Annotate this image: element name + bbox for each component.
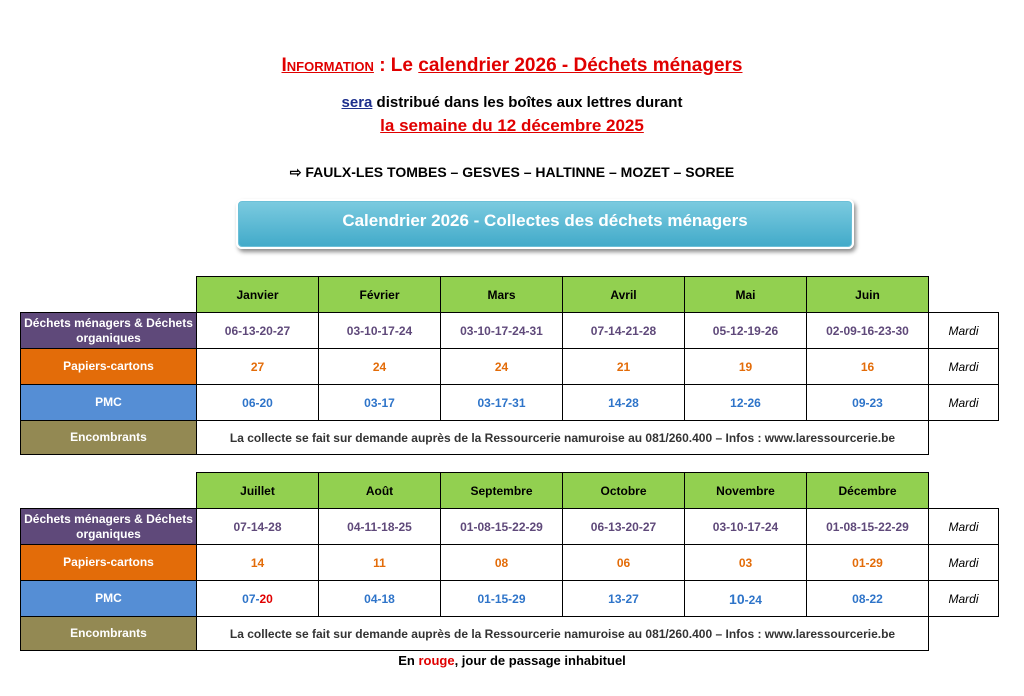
category-papiers: Papiers-cartons: [21, 545, 197, 581]
note-rouge: rouge: [418, 653, 455, 668]
weekday-label: Mardi: [929, 313, 999, 349]
distribution-week: la semaine du 12 décembre 2025: [380, 116, 644, 135]
pmc-date: 01-15-29: [441, 581, 563, 617]
category-pmc: PMC: [21, 385, 197, 421]
pmc-date: 03-17-31: [441, 385, 563, 421]
weekday-label: Mardi: [929, 581, 999, 617]
papiers-date: 11: [319, 545, 441, 581]
calendar-table-second-half: [20, 472, 999, 651]
row-pmc: [21, 581, 999, 617]
pmc-date: [685, 581, 807, 617]
calendar-label: calendrier 2026 - Déchets ménagers: [418, 55, 743, 76]
month-header: Janvier: [197, 277, 319, 313]
arrow-icon: ⇨: [289, 164, 302, 180]
month-header: Juillet: [197, 473, 319, 509]
menagers-date: 07-14-28: [197, 509, 319, 545]
pmc-date-part: -24: [744, 592, 762, 607]
papiers-date: 08: [441, 545, 563, 581]
weekday-label: Mardi: [929, 385, 999, 421]
papiers-date: 14: [197, 545, 319, 581]
menagers-date: 03-10-17-24: [319, 313, 441, 349]
category-menagers: Déchets ménagers & Déchets organiques: [21, 509, 197, 545]
papiers-date: 21: [563, 349, 685, 385]
month-header: Février: [319, 277, 441, 313]
row-papiers: [21, 349, 999, 385]
weekday-label: Mardi: [929, 509, 999, 545]
papiers-date: 19: [685, 349, 807, 385]
month-header: Mai: [685, 277, 807, 313]
month-header: Mars: [441, 277, 563, 313]
papiers-date: 24: [441, 349, 563, 385]
menagers-date: 05-12-19-26: [685, 313, 807, 349]
menagers-date: 07-14-21-28: [563, 313, 685, 349]
category-papiers: Papiers-cartons: [21, 349, 197, 385]
pmc-date-part: 10: [729, 590, 745, 607]
calendar-banner: Calendrier 2026 - Collectes des déchets ménagers: [236, 199, 854, 249]
villages-line: [0, 164, 1024, 181]
encombrants-info: La collecte se fait sur demande auprès de la Ressourcerie namuroise au 081/260.400 – Infos : www.laressourcerie.be: [197, 617, 929, 651]
menagers-date: 01-08-15-22-29: [807, 509, 929, 545]
weekday-label: Mardi: [929, 349, 999, 385]
note-en: En: [398, 653, 419, 668]
month-header: Juin: [807, 277, 929, 313]
category-encombrants: Encombrants: [21, 617, 197, 651]
pmc-date: [197, 581, 319, 617]
row-pmc: [21, 385, 999, 421]
menagers-date: 06-13-20-27: [563, 509, 685, 545]
papiers-date: 24: [319, 349, 441, 385]
pmc-date: 04-18: [319, 581, 441, 617]
month-header: Décembre: [807, 473, 929, 509]
row-encombrants: [21, 421, 999, 455]
month-header: Avril: [563, 277, 685, 313]
row-menagers: [21, 509, 999, 545]
distribution-line: [0, 94, 1024, 111]
menagers-date: 06-13-20-27: [197, 313, 319, 349]
menagers-date: 01-08-15-22-29: [441, 509, 563, 545]
menagers-date: 03-10-17-24-31: [441, 313, 563, 349]
note-rest: , jour de passage inhabituel: [454, 653, 626, 668]
category-menagers: Déchets ménagers & Déchets organiques: [21, 313, 197, 349]
pmc-date: 08-22: [807, 581, 929, 617]
pmc-date: 13-27: [563, 581, 685, 617]
pmc-date: 14-28: [563, 385, 685, 421]
pmc-date: 12-26: [685, 385, 807, 421]
encombrants-info: La collecte se fait sur demande auprès de la Ressourcerie namuroise au 081/260.400 – Infos : www.laressourcerie.be: [197, 421, 929, 455]
pmc-date: 03-17: [319, 385, 441, 421]
sera-word: sera: [341, 94, 373, 111]
row-menagers: [21, 313, 999, 349]
title-colon-le: : Le: [373, 55, 413, 76]
month-header: Novembre: [685, 473, 807, 509]
pmc-date: 09-23: [807, 385, 929, 421]
category-encombrants: Encombrants: [21, 421, 197, 455]
distribution-text: distribué dans les boîtes aux lettres durant: [372, 94, 683, 111]
papiers-date: 03: [685, 545, 807, 581]
menagers-date: 02-09-16-23-30: [807, 313, 929, 349]
villages-list: FAULX-LES TOMBES – GESVES – HALTINNE – MOZET – SOREE: [305, 164, 735, 180]
menagers-date: 03-10-17-24: [685, 509, 807, 545]
papiers-date: 16: [807, 349, 929, 385]
menagers-date: 04-11-18-25: [319, 509, 441, 545]
papiers-date: 27: [197, 349, 319, 385]
pmc-date-unusual: 20: [259, 591, 273, 606]
calendar-table-first-half: [20, 276, 999, 455]
pmc-date-part: 07-: [242, 591, 260, 606]
legend-note: [0, 653, 1024, 668]
month-header: Septembre: [441, 473, 563, 509]
category-pmc: PMC: [21, 581, 197, 617]
month-header: Octobre: [563, 473, 685, 509]
row-papiers: [21, 545, 999, 581]
row-encombrants: [21, 617, 999, 651]
month-header: Août: [319, 473, 441, 509]
papiers-date: 01-29: [807, 545, 929, 581]
info-word: Information: [281, 55, 374, 76]
announcement-title: [0, 55, 1024, 77]
weekday-label: Mardi: [929, 545, 999, 581]
papiers-date: 06: [563, 545, 685, 581]
pmc-date: 06-20: [197, 385, 319, 421]
